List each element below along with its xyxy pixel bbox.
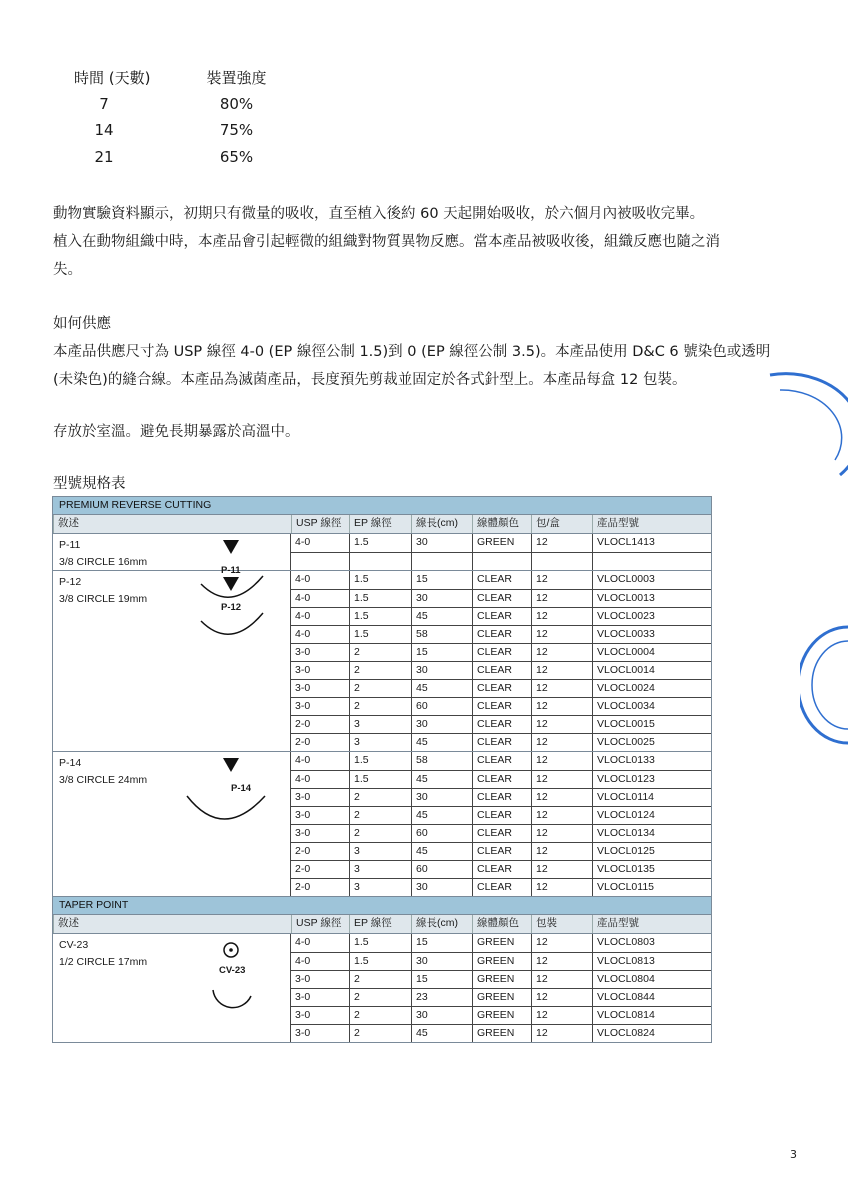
table-cell: 2 bbox=[349, 970, 411, 988]
supply-section bbox=[53, 310, 813, 394]
supply-heading: 如何供應 bbox=[53, 316, 111, 332]
table-cell: 12 bbox=[531, 770, 592, 788]
table-cell: 3-0 bbox=[291, 1006, 349, 1024]
table-cell: VLOCL0015 bbox=[592, 715, 711, 733]
stamp-seal-top bbox=[760, 365, 848, 485]
table-cell: CLEAR bbox=[472, 806, 531, 824]
table-cell: VLOCL0844 bbox=[592, 988, 711, 1006]
table-row bbox=[291, 988, 711, 1006]
column-header: USP 線徑 bbox=[291, 515, 349, 533]
table-row bbox=[291, 842, 711, 860]
section-header: TAPER POINT bbox=[53, 896, 711, 914]
table-cell: 2-0 bbox=[291, 733, 349, 751]
table-row bbox=[291, 952, 711, 970]
table-cell: 2-0 bbox=[291, 860, 349, 878]
table-cell: 60 bbox=[411, 860, 472, 878]
table-cell: CLEAR bbox=[472, 607, 531, 625]
product-rows bbox=[290, 534, 711, 570]
strength-table bbox=[74, 64, 274, 170]
needle-name: P-12 bbox=[59, 576, 82, 588]
product-rows bbox=[290, 934, 711, 1042]
needle-curve: 3/8 CIRCLE 24mm bbox=[59, 774, 148, 786]
table-cell: 12 bbox=[531, 571, 592, 589]
absorption-line: 植入在動物組織中時，本產品會引起輕微的組織對物質異物反應。當本產品被吸收後，組織反應也隨之消 bbox=[53, 234, 720, 250]
product-description bbox=[53, 571, 290, 751]
product-group bbox=[53, 570, 711, 751]
table-cell: VLOCL0125 bbox=[592, 842, 711, 860]
column-header: 產品型號 bbox=[592, 515, 711, 533]
table-cell: 12 bbox=[531, 607, 592, 625]
strength-days: 14 bbox=[94, 121, 114, 140]
table-cell: CLEAR bbox=[472, 752, 531, 770]
table-cell: GREEN bbox=[472, 988, 531, 1006]
strength-percent: 75% bbox=[219, 121, 254, 140]
table-cell: CLEAR bbox=[472, 842, 531, 860]
table-cell: VLOCL0003 bbox=[592, 571, 711, 589]
table-cell: 4-0 bbox=[295, 754, 311, 766]
table-cell: GREEN bbox=[472, 1024, 531, 1042]
table-cell: 45 bbox=[411, 842, 472, 860]
table-cell: 12 bbox=[531, 679, 592, 697]
table-cell: 1.5 bbox=[349, 952, 411, 970]
table-cell: CLEAR bbox=[472, 788, 531, 806]
needle-label: P-11 bbox=[221, 565, 241, 576]
table-cell: 12 bbox=[531, 970, 592, 988]
table-cell: 15 bbox=[411, 970, 472, 988]
table-cell: 3-0 bbox=[291, 1024, 349, 1042]
column-header: 包裝 bbox=[531, 915, 592, 933]
table-cell: 30 bbox=[411, 952, 472, 970]
table-row bbox=[291, 770, 711, 788]
section-header: PREMIUM REVERSE CUTTING bbox=[53, 496, 711, 514]
table-cell: 2-0 bbox=[291, 878, 349, 896]
table-cell: 58 bbox=[411, 752, 472, 770]
taper-needle-icon bbox=[193, 938, 273, 1008]
table-row bbox=[291, 661, 711, 679]
table-cell: 1.5 bbox=[349, 770, 411, 788]
column-header: 產品型號 bbox=[592, 915, 711, 933]
table-cell: 45 bbox=[411, 806, 472, 824]
table-cell: 45 bbox=[411, 733, 472, 751]
table-cell: 2-0 bbox=[291, 842, 349, 860]
table-row bbox=[291, 788, 711, 806]
table-cell: CLEAR bbox=[472, 860, 531, 878]
table-cell: 1.5 bbox=[349, 607, 411, 625]
needle-label: P-14 bbox=[231, 783, 252, 794]
table-cell: GREEN bbox=[472, 952, 531, 970]
table-cell: VLOCL0123 bbox=[592, 770, 711, 788]
cutting-needle-icon bbox=[193, 756, 273, 826]
table-cell: 3 bbox=[349, 860, 411, 878]
spec-table bbox=[52, 496, 712, 1043]
table-cell: CLEAR bbox=[472, 878, 531, 896]
table-cell bbox=[411, 552, 472, 570]
table-cell: VLOCL0024 bbox=[592, 679, 711, 697]
absorption-paragraph bbox=[53, 200, 813, 284]
table-cell: 60 bbox=[411, 824, 472, 842]
table-cell: 12 bbox=[531, 643, 592, 661]
table-cell: 12 bbox=[531, 733, 592, 751]
table-cell: 12 bbox=[531, 534, 592, 552]
table-cell: CLEAR bbox=[472, 697, 531, 715]
table-row bbox=[291, 860, 711, 878]
table-cell: 30 bbox=[411, 661, 472, 679]
table-cell: 30 bbox=[411, 589, 472, 607]
column-header: 線體顏色 bbox=[472, 915, 531, 933]
table-cell: 12 bbox=[531, 824, 592, 842]
column-header: 敘述 bbox=[53, 915, 291, 933]
table-cell: 23 bbox=[411, 988, 472, 1006]
needle-label: CV-23 bbox=[219, 965, 246, 976]
column-header: EP 線徑 bbox=[349, 915, 411, 933]
table-cell: 4-0 bbox=[291, 770, 349, 788]
strength-header-strength: 裝置強度 bbox=[206, 68, 267, 87]
table-cell bbox=[531, 552, 592, 570]
table-cell: CLEAR bbox=[472, 661, 531, 679]
table-cell: 12 bbox=[531, 625, 592, 643]
column-header-row bbox=[53, 514, 711, 533]
table-cell: 2 bbox=[349, 661, 411, 679]
table-cell: 12 bbox=[531, 1006, 592, 1024]
needle-curve-icon bbox=[183, 575, 283, 655]
table-cell: 3-0 bbox=[291, 988, 349, 1006]
column-header-row bbox=[53, 914, 711, 933]
table-cell: 3-0 bbox=[291, 697, 349, 715]
cutting-needle-icon bbox=[193, 575, 273, 645]
product-group bbox=[53, 751, 711, 896]
table-row bbox=[291, 625, 711, 643]
table-cell: CLEAR bbox=[472, 571, 531, 589]
column-header: 包/盒 bbox=[531, 515, 592, 533]
table-cell: 30 bbox=[411, 878, 472, 896]
product-group bbox=[53, 533, 711, 576]
table-cell: CLEAR bbox=[472, 643, 531, 661]
table-cell: 4-0 bbox=[291, 952, 349, 970]
table-cell: 2 bbox=[349, 806, 411, 824]
table-row bbox=[291, 643, 711, 661]
table-row bbox=[291, 752, 711, 770]
table-cell: 2 bbox=[349, 988, 411, 1006]
table-cell: VLOCL0033 bbox=[592, 625, 711, 643]
spec-table-caption: 型號規格表 bbox=[53, 476, 126, 492]
needle-name: P-14 bbox=[59, 757, 82, 769]
table-cell: 4-0 bbox=[291, 607, 349, 625]
table-cell: VLOCL0115 bbox=[592, 878, 711, 896]
supply-line: 本產品供應尺寸為 USP 線徑 4-0 (EP 線徑公制 1.5)到 0 (EP 線徑公制 3.5)。本產品使用 D&C 6 號染色或透明 bbox=[53, 344, 771, 360]
table-cell: GREEN bbox=[472, 1006, 531, 1024]
table-cell: 3-0 bbox=[291, 970, 349, 988]
table-cell: 12 bbox=[531, 878, 592, 896]
column-header: 線長(cm) bbox=[411, 515, 472, 533]
table-cell: 45 bbox=[411, 607, 472, 625]
table-cell: 12 bbox=[531, 788, 592, 806]
table-row bbox=[291, 589, 711, 607]
table-cell: 2 bbox=[349, 697, 411, 715]
table-cell: 12 bbox=[531, 1024, 592, 1042]
table-cell: 1.5 bbox=[349, 752, 411, 770]
table-cell: GREEN bbox=[472, 934, 531, 952]
needle-label: P-12 bbox=[221, 602, 242, 613]
table-cell: 3 bbox=[349, 733, 411, 751]
table-cell: 45 bbox=[411, 679, 472, 697]
table-cell: 2 bbox=[349, 824, 411, 842]
table-cell: CLEAR bbox=[472, 770, 531, 788]
table-cell: 3 bbox=[349, 715, 411, 733]
product-description bbox=[53, 534, 290, 576]
strength-percent: 80% bbox=[219, 94, 254, 113]
table-row bbox=[291, 1006, 711, 1024]
table-cell: VLOCL0134 bbox=[592, 824, 711, 842]
stamp-ring bbox=[812, 641, 848, 729]
table-row bbox=[291, 1024, 711, 1042]
strength-percent: 65% bbox=[219, 147, 254, 166]
page-number: 3 bbox=[790, 1148, 797, 1161]
column-header: 線長(cm) bbox=[411, 915, 472, 933]
needle-curve-icon bbox=[173, 756, 273, 836]
table-cell: 4-0 bbox=[291, 625, 349, 643]
table-cell: CLEAR bbox=[472, 625, 531, 643]
table-cell: 3-0 bbox=[291, 824, 349, 842]
stamp-seal-bottom bbox=[800, 625, 848, 745]
product-rows bbox=[290, 752, 711, 896]
column-header: USP 線徑 bbox=[291, 915, 349, 933]
table-cell: 12 bbox=[531, 988, 592, 1006]
table-cell: 30 bbox=[411, 715, 472, 733]
table-cell: 1.5 bbox=[349, 571, 411, 589]
table-cell: 12 bbox=[531, 752, 592, 770]
needle-name: P-11 bbox=[59, 539, 81, 551]
table-row bbox=[291, 878, 711, 896]
table-row bbox=[291, 697, 711, 715]
strength-header-time: 時間 (天數) bbox=[74, 68, 151, 87]
table-cell: CLEAR bbox=[472, 589, 531, 607]
table-cell: CLEAR bbox=[472, 824, 531, 842]
table-cell: 15 bbox=[411, 571, 472, 589]
table-row bbox=[291, 934, 711, 952]
stamp-ring bbox=[770, 374, 848, 475]
table-cell: GREEN bbox=[472, 534, 531, 552]
product-description bbox=[53, 752, 290, 896]
table-cell: VLOCL0004 bbox=[592, 643, 711, 661]
table-cell: 1.5 bbox=[349, 534, 411, 552]
table-cell: 1.5 bbox=[349, 934, 411, 952]
table-cell: 3-0 bbox=[291, 679, 349, 697]
table-cell: 12 bbox=[531, 934, 592, 952]
table-cell bbox=[349, 552, 411, 570]
stamp-ring bbox=[780, 390, 842, 460]
table-cell: VLOCL0013 bbox=[592, 589, 711, 607]
column-header: EP 線徑 bbox=[349, 515, 411, 533]
needle-name: CV-23 bbox=[59, 939, 89, 951]
needle-curve: 3/8 CIRCLE 19mm bbox=[59, 593, 148, 605]
table-cell: 30 bbox=[411, 1006, 472, 1024]
table-cell: 2 bbox=[349, 679, 411, 697]
table-cell: 12 bbox=[531, 806, 592, 824]
strength-header-row bbox=[74, 64, 274, 91]
table-cell: 1.5 bbox=[349, 625, 411, 643]
strength-row bbox=[74, 117, 274, 144]
table-cell: VLOCL0023 bbox=[592, 607, 711, 625]
table-row bbox=[291, 679, 711, 697]
table-cell: 3-0 bbox=[291, 788, 349, 806]
table-cell: 4-0 bbox=[295, 536, 311, 548]
table-cell: 2 bbox=[349, 643, 411, 661]
needle-curve: 3/8 CIRCLE 16mm bbox=[59, 556, 148, 568]
table-cell: 15 bbox=[411, 934, 472, 952]
table-cell: 12 bbox=[531, 661, 592, 679]
strength-days: 21 bbox=[94, 147, 114, 166]
table-row bbox=[291, 733, 711, 751]
table-cell: 4-0 bbox=[295, 936, 311, 948]
table-cell: 2-0 bbox=[291, 715, 349, 733]
table-cell: VLOCL0025 bbox=[592, 733, 711, 751]
table-cell: 3 bbox=[349, 878, 411, 896]
table-row bbox=[291, 552, 711, 570]
table-cell: VLOCL0133 bbox=[592, 752, 711, 770]
table-cell: 58 bbox=[411, 625, 472, 643]
table-cell: 1.5 bbox=[349, 589, 411, 607]
table-cell: VLOCL0814 bbox=[592, 1006, 711, 1024]
table-cell: 2 bbox=[349, 1006, 411, 1024]
table-cell: 2 bbox=[349, 788, 411, 806]
table-cell: VLOCL0034 bbox=[592, 697, 711, 715]
absorption-line: 動物實驗資料顯示，初期只有微量的吸收，直至植入後約 60 天起開始吸收，於六個月內被吸收完畢。 bbox=[53, 206, 705, 222]
strength-row bbox=[74, 91, 274, 118]
table-cell: 12 bbox=[531, 697, 592, 715]
table-row bbox=[291, 534, 711, 552]
table-cell bbox=[592, 552, 711, 570]
column-header: 線體顏色 bbox=[472, 515, 531, 533]
table-cell bbox=[472, 552, 531, 570]
absorption-line: 失。 bbox=[53, 262, 82, 278]
table-row bbox=[291, 970, 711, 988]
table-cell: VLOCL0124 bbox=[592, 806, 711, 824]
table-cell: VLOCL0014 bbox=[592, 661, 711, 679]
table-cell: 45 bbox=[411, 770, 472, 788]
table-cell: 3-0 bbox=[291, 806, 349, 824]
stamp-ring bbox=[800, 627, 848, 743]
table-cell: 30 bbox=[411, 534, 472, 552]
table-row bbox=[291, 806, 711, 824]
table-cell: 30 bbox=[411, 788, 472, 806]
table-row bbox=[291, 571, 711, 589]
table-row bbox=[291, 715, 711, 733]
table-cell: CLEAR bbox=[472, 733, 531, 751]
table-cell: VLOCL0813 bbox=[592, 952, 711, 970]
table-cell: 12 bbox=[531, 952, 592, 970]
table-cell: 3-0 bbox=[291, 661, 349, 679]
table-cell: VLOCL0803 bbox=[592, 934, 711, 952]
column-header: 敘述 bbox=[53, 515, 291, 533]
supply-line: (未染色)的縫合線。本產品為滅菌產品，長度預先剪裁並固定於各式針型上。本產品每盒 12 包裝。 bbox=[53, 372, 687, 388]
product-rows bbox=[290, 571, 711, 751]
table-cell: 60 bbox=[411, 697, 472, 715]
table-cell: 12 bbox=[531, 589, 592, 607]
table-cell: VLOCL0114 bbox=[592, 788, 711, 806]
strength-days: 7 bbox=[99, 94, 109, 113]
needle-curve: 1/2 CIRCLE 17mm bbox=[59, 956, 148, 968]
table-cell: 45 bbox=[411, 1024, 472, 1042]
table-cell: VLOCL0804 bbox=[592, 970, 711, 988]
table-cell: GREEN bbox=[472, 970, 531, 988]
table-cell: VLOCL0824 bbox=[592, 1024, 711, 1042]
table-cell: 4-0 bbox=[295, 573, 311, 585]
table-cell bbox=[291, 552, 349, 570]
table-cell: 3-0 bbox=[291, 643, 349, 661]
table-row bbox=[291, 607, 711, 625]
product-description bbox=[53, 934, 290, 1042]
table-cell: CLEAR bbox=[472, 715, 531, 733]
table-cell: VLOCL0135 bbox=[592, 860, 711, 878]
table-cell: VLOCL1413 bbox=[592, 534, 711, 552]
table-cell: 2 bbox=[349, 1024, 411, 1042]
table-cell: 12 bbox=[531, 860, 592, 878]
table-cell: 4-0 bbox=[291, 589, 349, 607]
table-cell: CLEAR bbox=[472, 679, 531, 697]
table-cell: 12 bbox=[531, 715, 592, 733]
table-cell: 12 bbox=[531, 842, 592, 860]
table-cell: 15 bbox=[411, 643, 472, 661]
storage-paragraph: 存放於室溫。避免長期暴露於高溫中。 bbox=[53, 424, 300, 440]
table-cell: 3 bbox=[349, 842, 411, 860]
table-row bbox=[291, 824, 711, 842]
product-group bbox=[53, 933, 711, 1042]
strength-row bbox=[74, 144, 274, 171]
